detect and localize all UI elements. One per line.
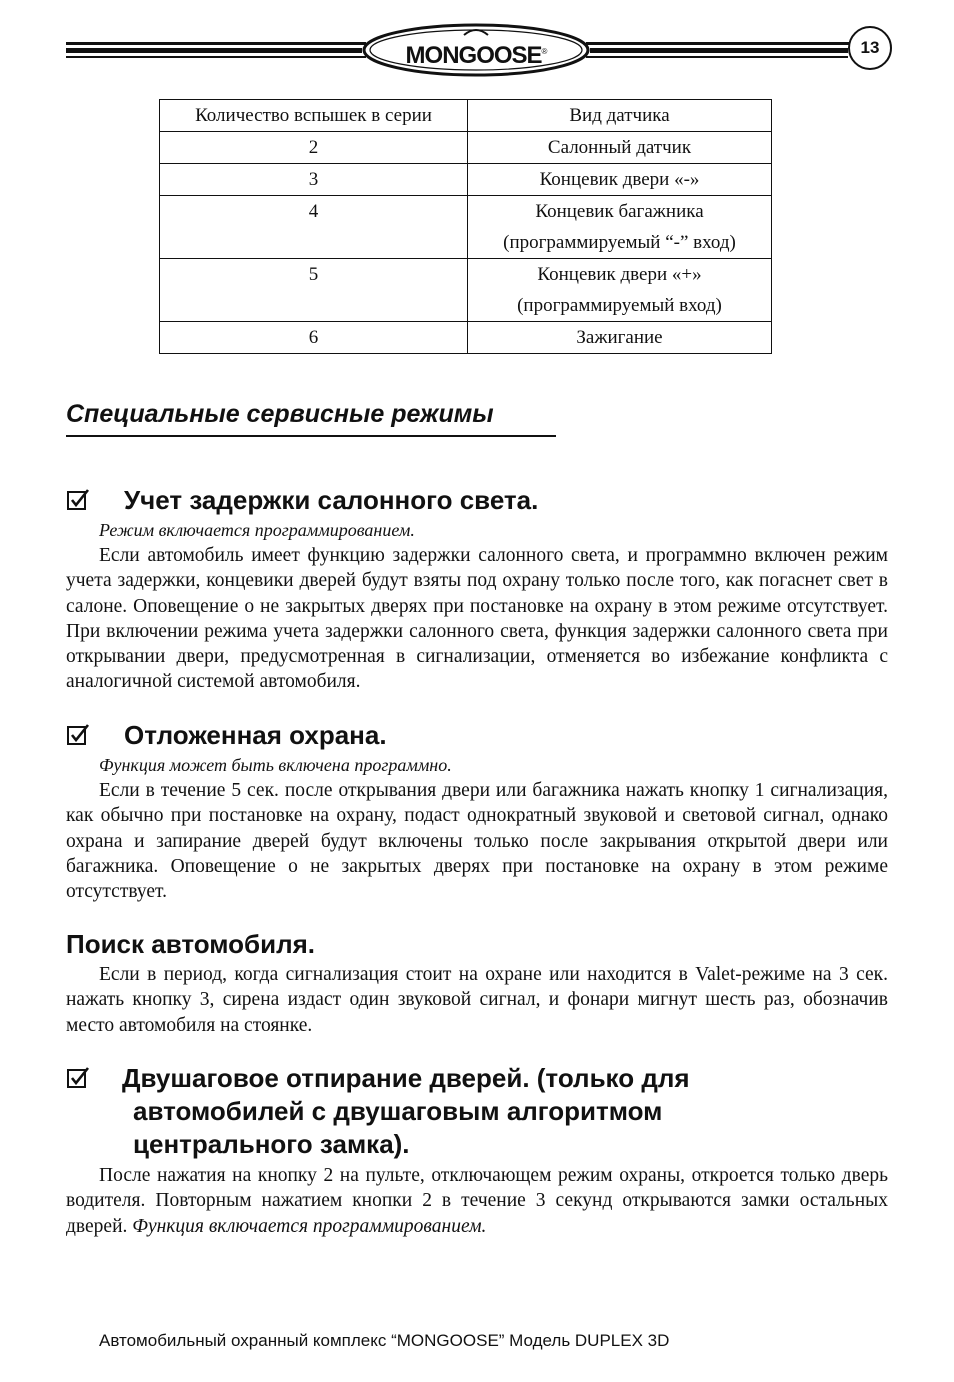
checkbox-checked-icon [66, 723, 90, 747]
flash-sensor-table [159, 99, 772, 354]
section-title: Специальные сервисные режимы [66, 400, 556, 437]
sensor-type-cell [468, 259, 772, 322]
sensor-type-line: (программируемый вход) [517, 295, 722, 316]
page-number: 13 [848, 26, 892, 70]
heading-interior-light-delay: Учет задержки салонного света. [124, 485, 539, 515]
registered-mark: ® [541, 47, 547, 56]
header-rule-bottom-left [66, 56, 366, 58]
column-header-flash-count: Количество вспышек в серии [160, 100, 468, 132]
sensor-type-cell [468, 196, 772, 259]
table-row [160, 132, 772, 164]
heading-delayed-arming: Отложенная охрана. [124, 720, 387, 750]
table-row [160, 164, 772, 196]
programming-note: Режим включается программированием. [99, 520, 415, 540]
header-rule-mid-right [590, 48, 848, 53]
header-rule-bottom-right [586, 56, 848, 58]
checkbox-checked-icon [66, 488, 90, 512]
sensor-type-cell: Салонный датчик [468, 132, 772, 164]
body-paragraph: Если автомобиль имеет функцию задержки салонного света, и программно включен режим учета задержки, концевики дверей будут взяты под охрану только после того, как погаснет свет в салоне. Оповещение о не закрытых дверях при постановке на охрану в этом режиме отсутствует. При включении режима учета задержки салонного света, функция задержки салонного света при открывании двери, предусмотренная в сигнализации, отменяется во избежание конфликта с аналогичной системой автомобиля. [66, 545, 888, 693]
table-row [160, 196, 772, 259]
flash-count-cell: 2 [160, 132, 468, 164]
header-rule-mid-left [66, 48, 362, 53]
flash-count-cell: 5 [160, 259, 468, 322]
heading-two-step-unlock-line: автомобилей с двушаговым алгоритмом [133, 1096, 663, 1126]
heading-two-step-unlock-line: Двушаговое отпирание дверей. (только для [122, 1063, 690, 1093]
sensor-type-cell: Зажигание [468, 322, 772, 354]
sensor-type-cell: Концевик двери «-» [468, 164, 772, 196]
column-header-sensor-type: Вид датчика [468, 100, 772, 132]
table-row [160, 322, 772, 354]
sensor-type-line: (программируемый “-” вход) [503, 232, 736, 253]
table-row [160, 259, 772, 322]
checkbox-checked-icon [66, 1066, 90, 1090]
flash-count-cell: 4 [160, 196, 468, 259]
mongoose-logo [360, 21, 592, 77]
sensor-type-line: Концевик двери «+» [537, 264, 702, 285]
sensor-type-line: Концевик багажника [535, 201, 704, 222]
flash-count-cell: 6 [160, 322, 468, 354]
page-footer: Автомобильный охранный комплекс “MONGOOSE” Модель DUPLEX 3D [99, 1331, 670, 1350]
heading-car-search: Поиск автомобиля. [66, 929, 316, 959]
header-rule-top-left [66, 42, 366, 45]
programming-note: Функция включается программированием. [132, 1215, 487, 1237]
header-rule-top-right [586, 42, 850, 45]
body-text: После нажатия на кнопку 2 на пульте, отключающем режим охраны, откроется только дверь водителя. Повторным нажатием кнопки 2 в течение 3 секунд открываются замки остальных дверей. [66, 1165, 888, 1237]
heading-two-step-unlock-line: центрального замка). [133, 1129, 410, 1159]
body-paragraph: Если в течение 5 сек. после открывания двери или багажника нажать кнопку 1 сигнализация, как обычно при постановке на охрану, подаст однократный звуковой и световой сигнал, однако охрана и запирание дверей будут включены только после закрывания открытой двери или багажника. Оповещение о не закрытых дверях при постановке на охрану в этом режиме отсутствует. [66, 780, 888, 903]
logo-wordmark: MONGOOSE [405, 42, 542, 69]
body-paragraph [66, 1163, 888, 1239]
programming-note: Функция может быть включена программно. [99, 755, 452, 775]
body-paragraph: Если в период, когда сигнализация стоит на охране или находится в Valet-режиме на 3 сек. нажать кнопку 3, сирена издаст один звуковой сигнал, и фонари мигнут шесть раз, обозначив место автомобиля на стоянке. [66, 964, 888, 1036]
table-header-row [160, 100, 772, 132]
flash-count-cell: 3 [160, 164, 468, 196]
